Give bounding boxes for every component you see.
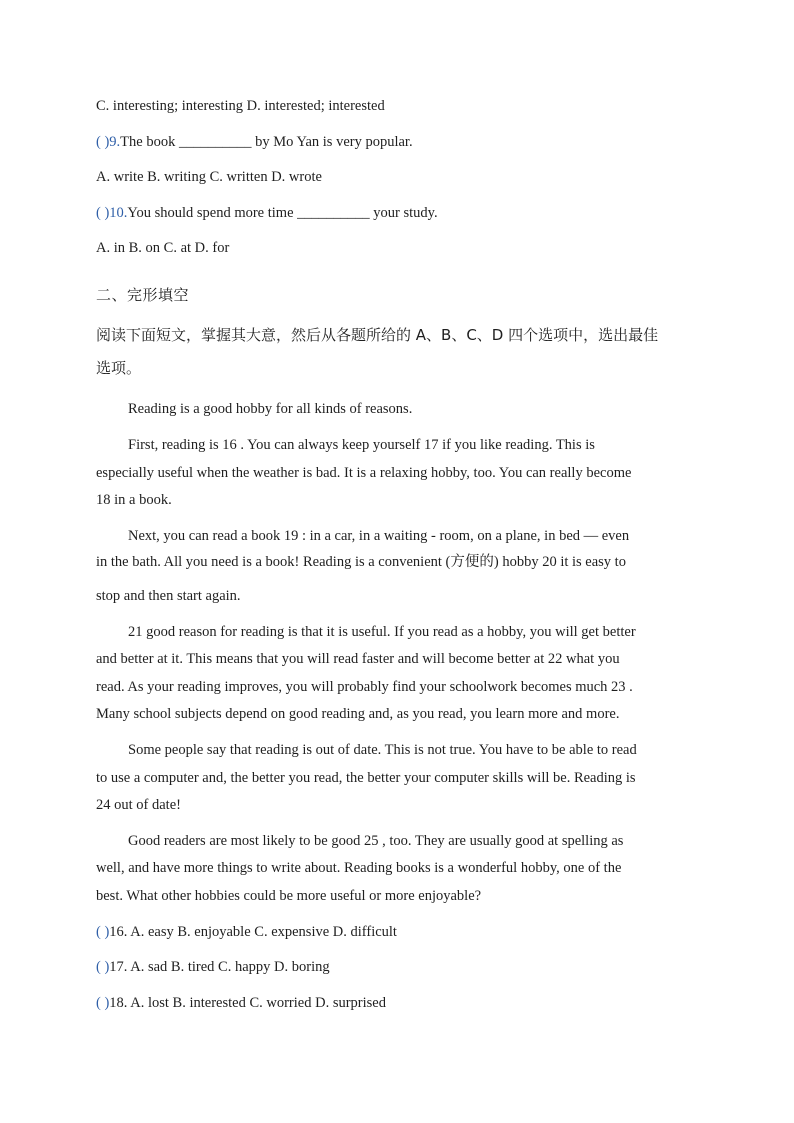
section-title: 二、完形填空 <box>96 286 190 304</box>
passage-p2-line-1: First, reading is 16 . You can always keep yourself 17 if you like reading. This is <box>128 437 595 453</box>
question-options: 18. A. lost B. interested C. worried D. surprised <box>109 995 386 1011</box>
instruction-line-1: 阅读下面短文，掌握其大意，然后从各题所给的 A、B、C、D 四个选项中，选出最佳 <box>96 326 659 344</box>
question-text: The book __________ by Mo Yan is very popular. <box>120 134 413 150</box>
passage-p3-line-2: in the bath. All you need is a book! Reading is a convenient (方便的) hobby 20 it is easy to <box>96 554 626 570</box>
passage-p5-line-2: to use a computer and, the better you read, the better your computer skills will be. Reading is <box>96 770 636 786</box>
passage-p5-line-3: 24 out of date! <box>96 797 181 813</box>
question-16 <box>96 923 397 941</box>
passage-p2-line-2: especially useful when the weather is bad. It is a relaxing hobby, too. You can really become <box>96 465 632 481</box>
question-9 <box>96 133 413 151</box>
passage-p3-line-1: Next, you can read a book 19 : in a car, in a waiting - room, on a plane, in bed — even <box>128 528 630 544</box>
answer-blank[interactable]: ( ) <box>96 995 110 1011</box>
passage-p5-line-1: Some people say that reading is out of date. This is not true. You have to be able to read <box>128 742 637 758</box>
q10-options: A. in B. on C. at D. for <box>96 240 230 256</box>
passage-p2-line-3: 18 in a book. <box>96 492 172 508</box>
question-text: You should spend more time __________ your study. <box>127 205 438 221</box>
answer-blank[interactable]: ( ) <box>96 924 110 940</box>
passage-p6-line-2: well, and have more things to write about. Reading books is a wonderful hobby, one of the <box>96 860 622 876</box>
passage-p6-line-1: Good readers are most likely to be good 25 , too. They are usually good at spelling as <box>128 833 624 849</box>
q9-options: A. write B. writing C. written D. wrote <box>96 169 322 185</box>
q8-options-cd: C. interesting; interesting D. interested; interested <box>96 98 385 114</box>
answer-blank[interactable]: ( ) <box>96 959 110 975</box>
passage-p4-line-4: Many school subjects depend on good reading and, as you read, you learn more and more. <box>96 706 620 722</box>
passage-paragraph-1: Reading is a good hobby for all kinds of reasons. <box>128 401 413 417</box>
instruction-line-2: 选项。 <box>96 359 142 377</box>
answer-blank[interactable]: ( ) <box>96 134 110 150</box>
question-10 <box>96 204 438 222</box>
question-number: 10. <box>109 205 128 221</box>
passage-p4-line-3: read. As your reading improves, you will probably find your schoolwork becomes much 23 . <box>96 679 633 695</box>
passage-p3-line-3: stop and then start again. <box>96 588 241 604</box>
question-17 <box>96 958 330 976</box>
passage-p4-line-2: and better at it. This means that you will read faster and will become better at 22 what you <box>96 651 620 667</box>
question-options: 16. A. easy B. enjoyable C. expensive D. difficult <box>109 924 397 940</box>
passage-p4-line-1: 21 good reason for reading is that it is useful. If you read as a hobby, you will get better <box>128 624 636 640</box>
passage-p6-line-3: best. What other hobbies could be more useful or more enjoyable? <box>96 888 482 904</box>
question-number: 9. <box>109 134 121 150</box>
question-18 <box>96 994 386 1012</box>
answer-blank[interactable]: ( ) <box>96 205 110 221</box>
question-options: 17. A. sad B. tired C. happy D. boring <box>109 959 330 975</box>
